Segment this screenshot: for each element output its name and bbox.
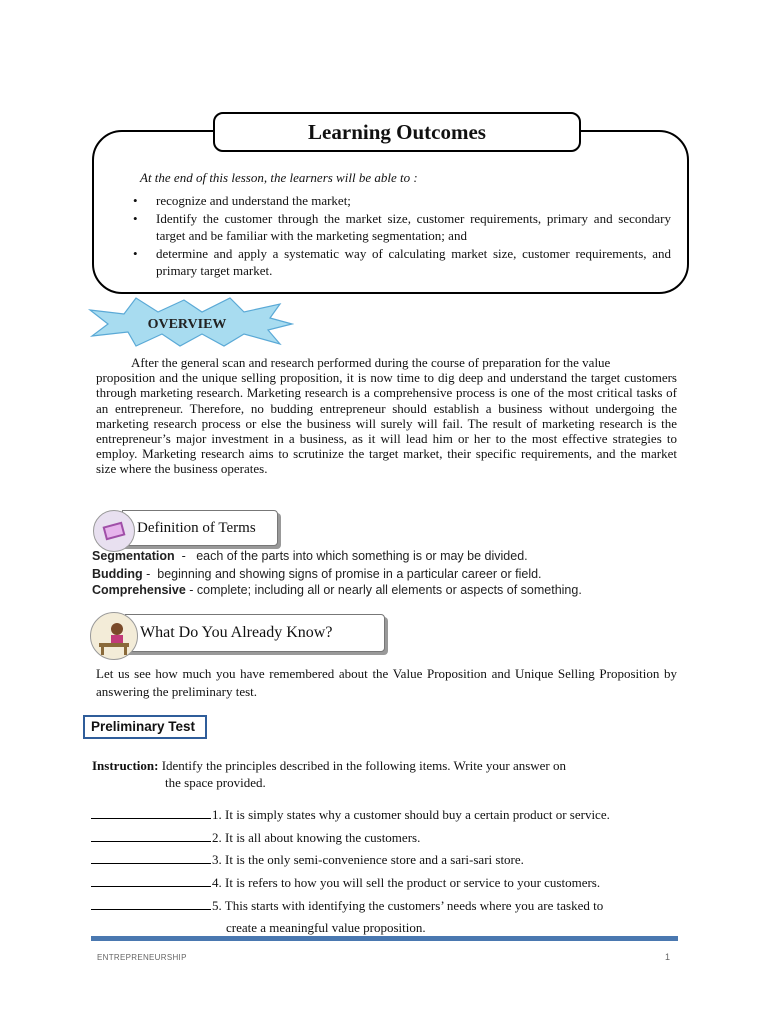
learning-outcomes-list xyxy=(130,192,671,280)
answer-blank[interactable] xyxy=(91,909,211,910)
list-item: • determine and apply a systematic way of calculating market size, customer requirements, and primary target market. xyxy=(133,245,671,278)
student-desk-icon xyxy=(90,612,138,660)
term-budding: Budding - beginning and showing signs of promise in a particular career or field. xyxy=(92,567,542,581)
footer-subject: ENTREPRENEURSHIP xyxy=(97,953,187,962)
answer-blank[interactable] xyxy=(91,841,211,842)
answer-blank[interactable] xyxy=(91,818,211,819)
answer-blank[interactable] xyxy=(91,863,211,864)
test-item-continued: create a meaningful value proposition. xyxy=(226,920,426,935)
already-know-paragraph: Let us see how much you have remembered about the Value Proposition and Unique Selling Proposition by answering the preliminary test. xyxy=(96,666,677,699)
overview-paragraph: After the general scan and research performed during the course of preparation for the value proposition and the unique selling proposition, it is now time to dig deep and understand the target customers through marketing research. Marketing research is a comprehensive process is one of the most critical tasks of an entrepreneur. Therefore, no budding entrepreneur should establish a business without undergoing the marketing research process or else the business will surely will fail. The result of marketing research is the entrepreneur’s major investment in a business, as it will lead him or her to the most effective strategies to employ. Marketing research aims to scrutinize the target market, their specific requirements, and the market size where the business operates. xyxy=(96,355,677,477)
test-item: 5. This starts with identifying the customers’ needs where you are tasked to xyxy=(91,898,603,914)
overview-title: OVERVIEW xyxy=(147,317,227,332)
bullet-icon: • xyxy=(133,193,138,208)
book-icon xyxy=(93,510,135,552)
term-segmentation: Segmentation - each of the parts into which something is or may be divided. xyxy=(92,549,528,563)
term-comprehensive: Comprehensive - complete; including all or nearly all elements or aspects of something. xyxy=(92,583,582,597)
definition-of-terms-title: Definition of Terms xyxy=(137,520,256,536)
page-number: 1 xyxy=(665,952,671,962)
instruction: Instruction: Identify the principles described in the following items. Write your answer on the space provided. xyxy=(92,758,567,790)
test-item: 3. It is the only semi-convenience store and a sari-sari store. xyxy=(91,852,524,868)
learning-outcomes-intro: At the end of this lesson, the learners will be able to : xyxy=(140,170,418,185)
bullet-icon: • xyxy=(133,210,138,226)
footer-rule xyxy=(91,936,678,941)
test-item: 4. It is refers to how you will sell the product or service to your customers. xyxy=(91,875,600,891)
test-item: 1. It is simply states why a customer should buy a certain product or service. xyxy=(91,807,610,823)
preliminary-test-title: Preliminary Test xyxy=(83,715,207,739)
list-item: • recognize and understand the market; xyxy=(133,193,351,208)
overview-starburst-icon xyxy=(84,296,294,348)
test-item: 2. It is all about knowing the customers. xyxy=(91,830,420,846)
learning-outcomes-title: Learning Outcomes xyxy=(213,112,581,152)
answer-blank[interactable] xyxy=(91,886,211,887)
already-know-title: What Do You Already Know? xyxy=(140,624,333,641)
bullet-icon: • xyxy=(133,245,138,261)
list-item: • Identify the customer through the market size, customer requirements, primary and secondary target and be familiar with the marketing segmentation; and xyxy=(133,210,671,243)
